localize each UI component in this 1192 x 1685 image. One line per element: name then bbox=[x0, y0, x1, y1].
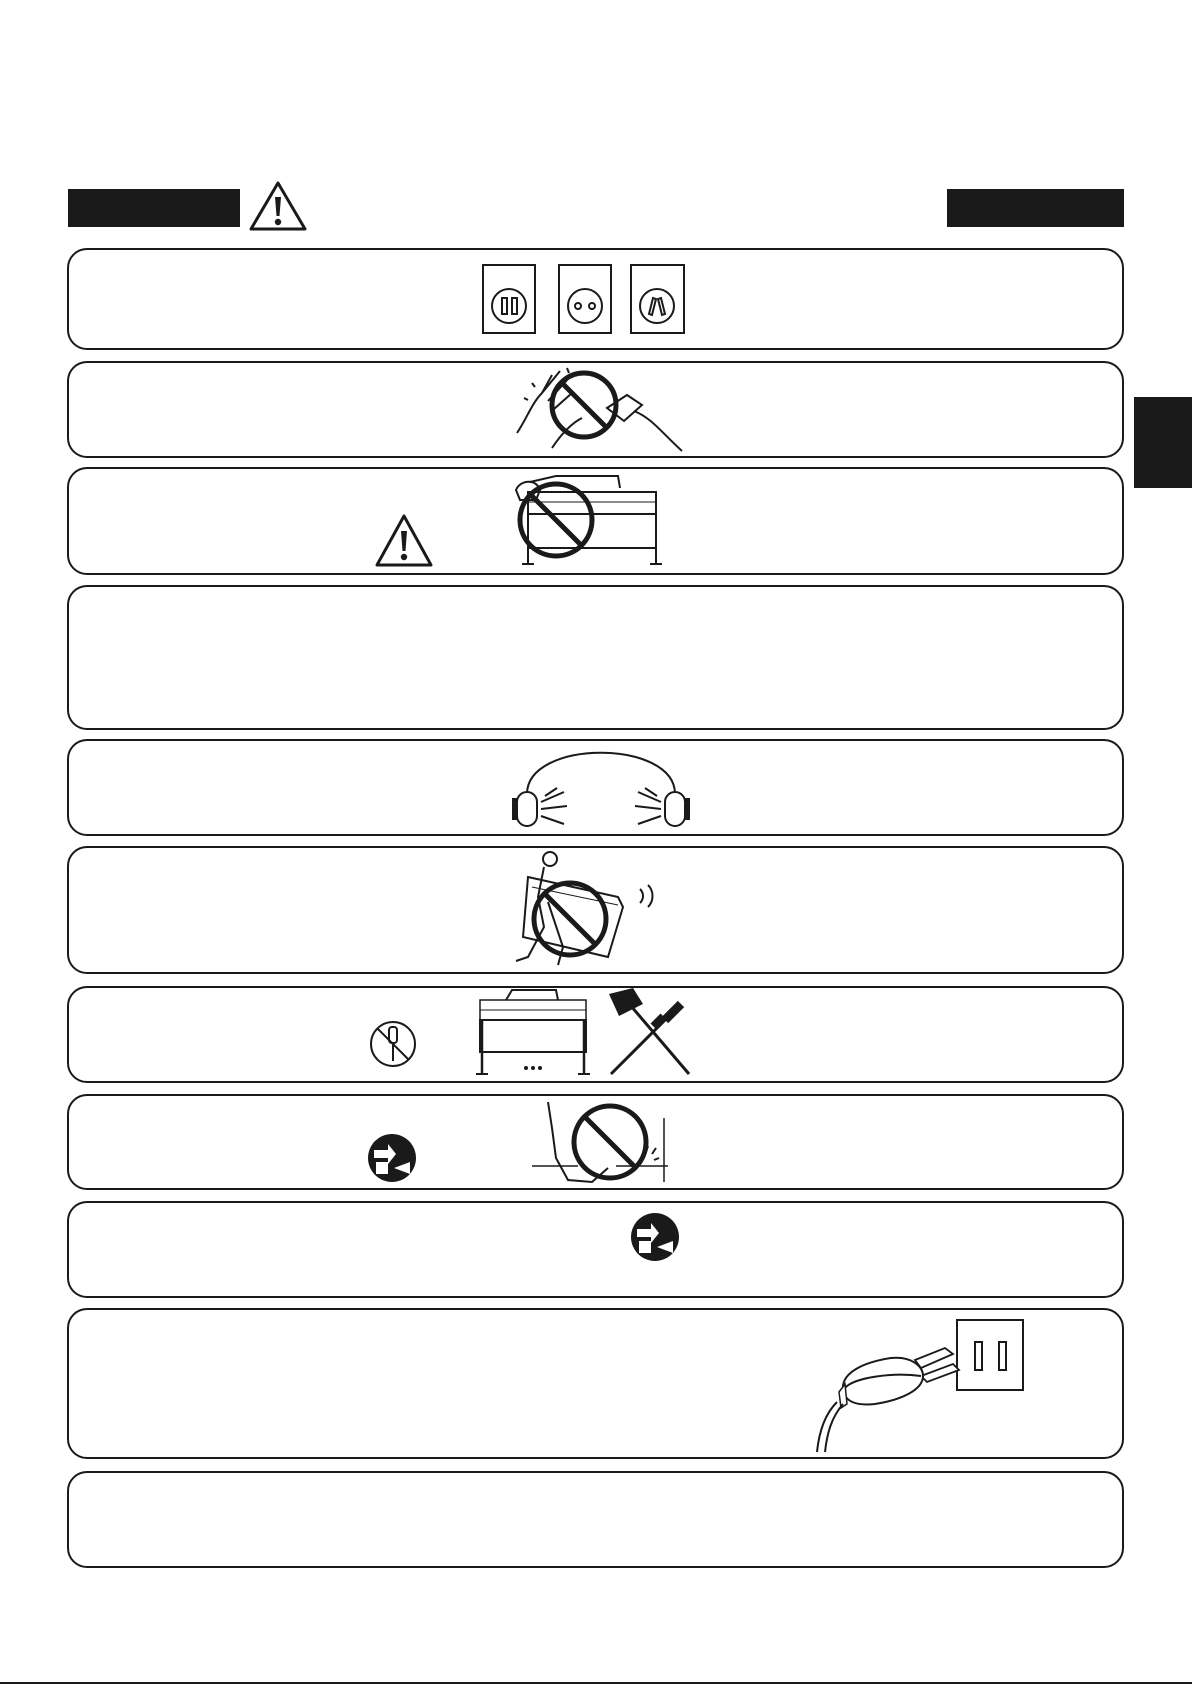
section-final-notice bbox=[67, 1471, 1124, 1568]
header-right-bar bbox=[947, 189, 1124, 227]
section-unplug-notice bbox=[67, 1201, 1124, 1298]
section-disassembly bbox=[67, 986, 1124, 1083]
footer-rule bbox=[0, 1682, 1192, 1684]
outlet-types-icon bbox=[482, 264, 687, 334]
unplug-icon bbox=[366, 1132, 418, 1184]
side-tab bbox=[1134, 397, 1192, 488]
plug-into-outlet-icon bbox=[805, 1318, 1025, 1454]
tools-crossed-icon bbox=[603, 986, 693, 1079]
caution-triangle-icon bbox=[374, 513, 434, 568]
unplug-notice-icon bbox=[629, 1211, 681, 1263]
section-blank-notice bbox=[67, 585, 1124, 730]
no-liquid-on-piano-icon bbox=[508, 472, 668, 572]
warning-triangle-icon bbox=[248, 180, 308, 232]
no-pulling-cord-icon bbox=[528, 1098, 678, 1186]
piano-icon bbox=[476, 988, 590, 1078]
headphones-icon bbox=[509, 744, 693, 832]
no-disassembly-icon bbox=[368, 1019, 418, 1069]
no-wet-hands-plug-icon bbox=[512, 363, 687, 453]
no-lifting-piano-icon bbox=[508, 847, 668, 971]
header-left-bar bbox=[68, 189, 240, 227]
